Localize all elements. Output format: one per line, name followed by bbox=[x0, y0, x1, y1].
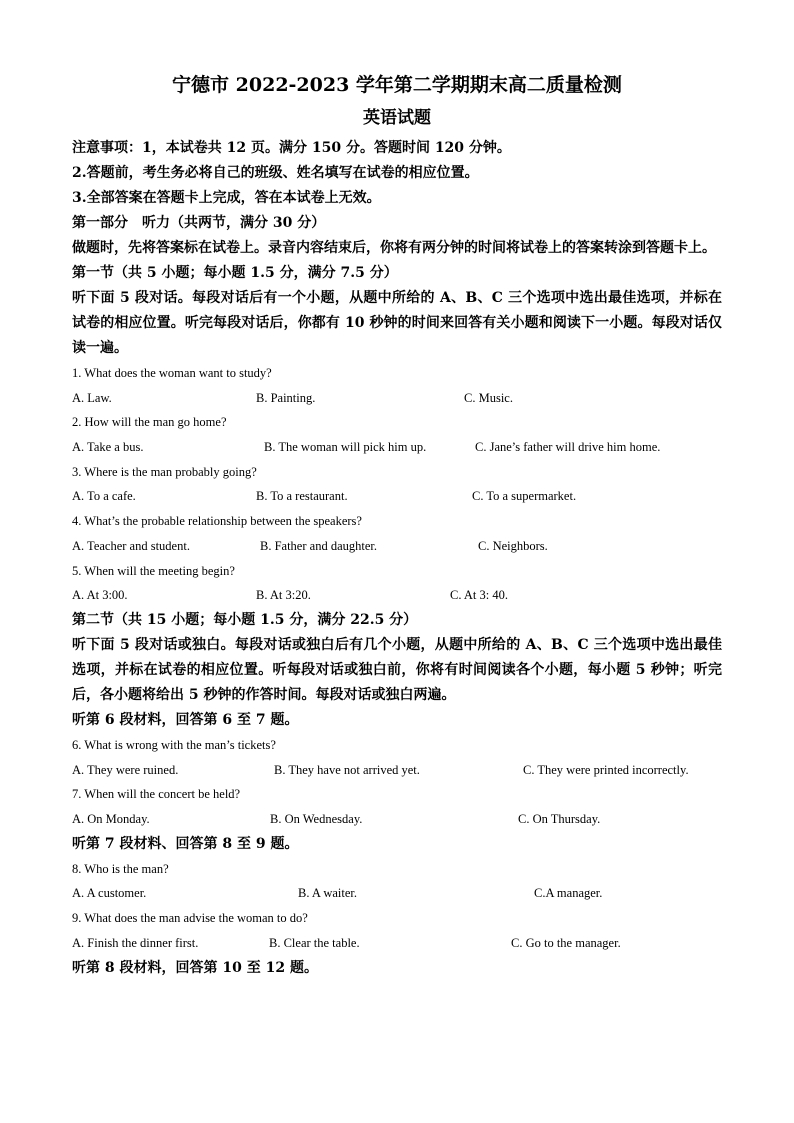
option-a: A. A customer. bbox=[72, 886, 147, 901]
option-c: C. Music. bbox=[464, 390, 513, 405]
option-a: A. Take a bus. bbox=[72, 440, 144, 455]
note-2: 2.答题前，考生务必将自己的班级、姓名填写在试卷的相应位置。 bbox=[72, 165, 479, 181]
section2-instruction: 听下面 5 段对话或独白。每段对话或独白后有几个小题，从题中所给的 A、B、C 三个选项中选出最佳选项，并标在试卷的相应位置。听每段对话或独白前，你将有时间阅读各个小题，每小题 5 秒钟；听完后，各小题将给出 5 秒钟的作答时间。每段对话或独白两遍。 bbox=[72, 636, 722, 703]
material-7-heading: 听第 7 段材料、回答第 8 至 9 题。 bbox=[72, 835, 299, 852]
option-b: B. At 3:20. bbox=[256, 588, 311, 603]
option-b: B. A waiter. bbox=[298, 886, 358, 901]
option-b: B. The woman will pick him up. bbox=[264, 440, 427, 455]
option-b: B. To a restaurant. bbox=[256, 489, 348, 504]
note-3: 3.全部答案在答题卡上完成，答在本试卷上无效。 bbox=[72, 190, 381, 206]
page-subtitle: 英语试题 bbox=[363, 108, 431, 128]
option-a: A. On Monday. bbox=[72, 812, 150, 827]
option-c: C. They were printed incorrectly. bbox=[523, 762, 689, 777]
options-row bbox=[72, 534, 722, 559]
option-a: A. Law. bbox=[72, 390, 112, 405]
question-6: 6. What is wrong with the man’s tickets? bbox=[72, 737, 276, 752]
material-6-heading: 听第 6 段材料，回答第 6 至 7 题。 bbox=[72, 711, 299, 728]
option-a: A. To a cafe. bbox=[72, 489, 136, 504]
options-row bbox=[72, 583, 722, 608]
option-c: C. At 3: 40. bbox=[450, 588, 508, 603]
option-b: B. On Wednesday. bbox=[270, 812, 363, 827]
option-a: A. Finish the dinner first. bbox=[72, 935, 199, 950]
options-row bbox=[72, 931, 722, 956]
part1-heading: 第一部分 听力（共两节，满分 30 分） bbox=[72, 215, 326, 231]
option-b: B. Father and daughter. bbox=[260, 538, 377, 553]
options-row bbox=[72, 807, 722, 832]
option-c: C. Go to the manager. bbox=[511, 935, 621, 950]
option-c: C. To a supermarket. bbox=[472, 489, 577, 504]
option-a: A. At 3:00. bbox=[72, 588, 128, 603]
options-row bbox=[72, 386, 722, 411]
question-2: 2. How will the man go home? bbox=[72, 415, 227, 430]
options-row bbox=[72, 435, 722, 460]
question-4: 4. What’s the probable relationship between the speakers? bbox=[72, 514, 362, 529]
question-9: 9. What does the man advise the woman to do? bbox=[72, 911, 308, 926]
part1-instruction: 做题时，先将答案标在试卷上。录音内容结束后，你将有两分钟的时间将试卷上的答案转涂到答题卡上。 bbox=[72, 240, 716, 256]
question-1: 1. What does the woman want to study? bbox=[72, 366, 272, 380]
section2-heading: 第二节（共 15 小题；每小题 1.5 分，满分 22.5 分） bbox=[72, 611, 418, 628]
options-row bbox=[72, 484, 722, 509]
question-8: 8. Who is the man? bbox=[72, 861, 169, 876]
option-c: C. On Thursday. bbox=[518, 812, 601, 827]
option-c: C. Jane’s father will drive him home. bbox=[475, 440, 661, 455]
section1-instruction: 听下面 5 段对话。每段对话后有一个小题，从题中所给的 A、B、C 三个选项中选出最佳选项，并标在试卷的相应位置。听完每段对话后，你都有 10 秒钟的时间来回答有关小题和阅读下一小题。每段对话仅读一遍。 bbox=[72, 290, 722, 356]
question-5: 5. When will the meeting begin? bbox=[72, 563, 235, 578]
option-b: B. Clear the table. bbox=[269, 935, 360, 950]
option-b: B. Painting. bbox=[256, 390, 316, 405]
options-row bbox=[72, 758, 722, 783]
exam-page bbox=[72, 70, 722, 981]
page-title: 宁德市 2022-2023 学年第二学期期末高二质量检测 bbox=[172, 74, 622, 96]
option-c: C. Neighbors. bbox=[478, 538, 548, 553]
option-b: B. They have not arrived yet. bbox=[274, 762, 420, 777]
material-8-heading: 听第 8 段材料，回答第 10 至 12 题。 bbox=[72, 959, 318, 976]
option-c: C.A manager. bbox=[534, 886, 603, 901]
options-row bbox=[72, 881, 722, 906]
note-1: 注意事项：1，本试卷共 12 页。满分 150 分。答题时间 120 分钟。 bbox=[72, 140, 511, 156]
section1-heading: 第一节（共 5 小题；每小题 1.5 分，满分 7.5 分） bbox=[72, 265, 398, 281]
option-a: A. Teacher and student. bbox=[72, 538, 190, 553]
question-3: 3. Where is the man probably going? bbox=[72, 464, 257, 479]
option-a: A. They were ruined. bbox=[72, 762, 179, 777]
question-7: 7. When will the concert be held? bbox=[72, 787, 241, 802]
